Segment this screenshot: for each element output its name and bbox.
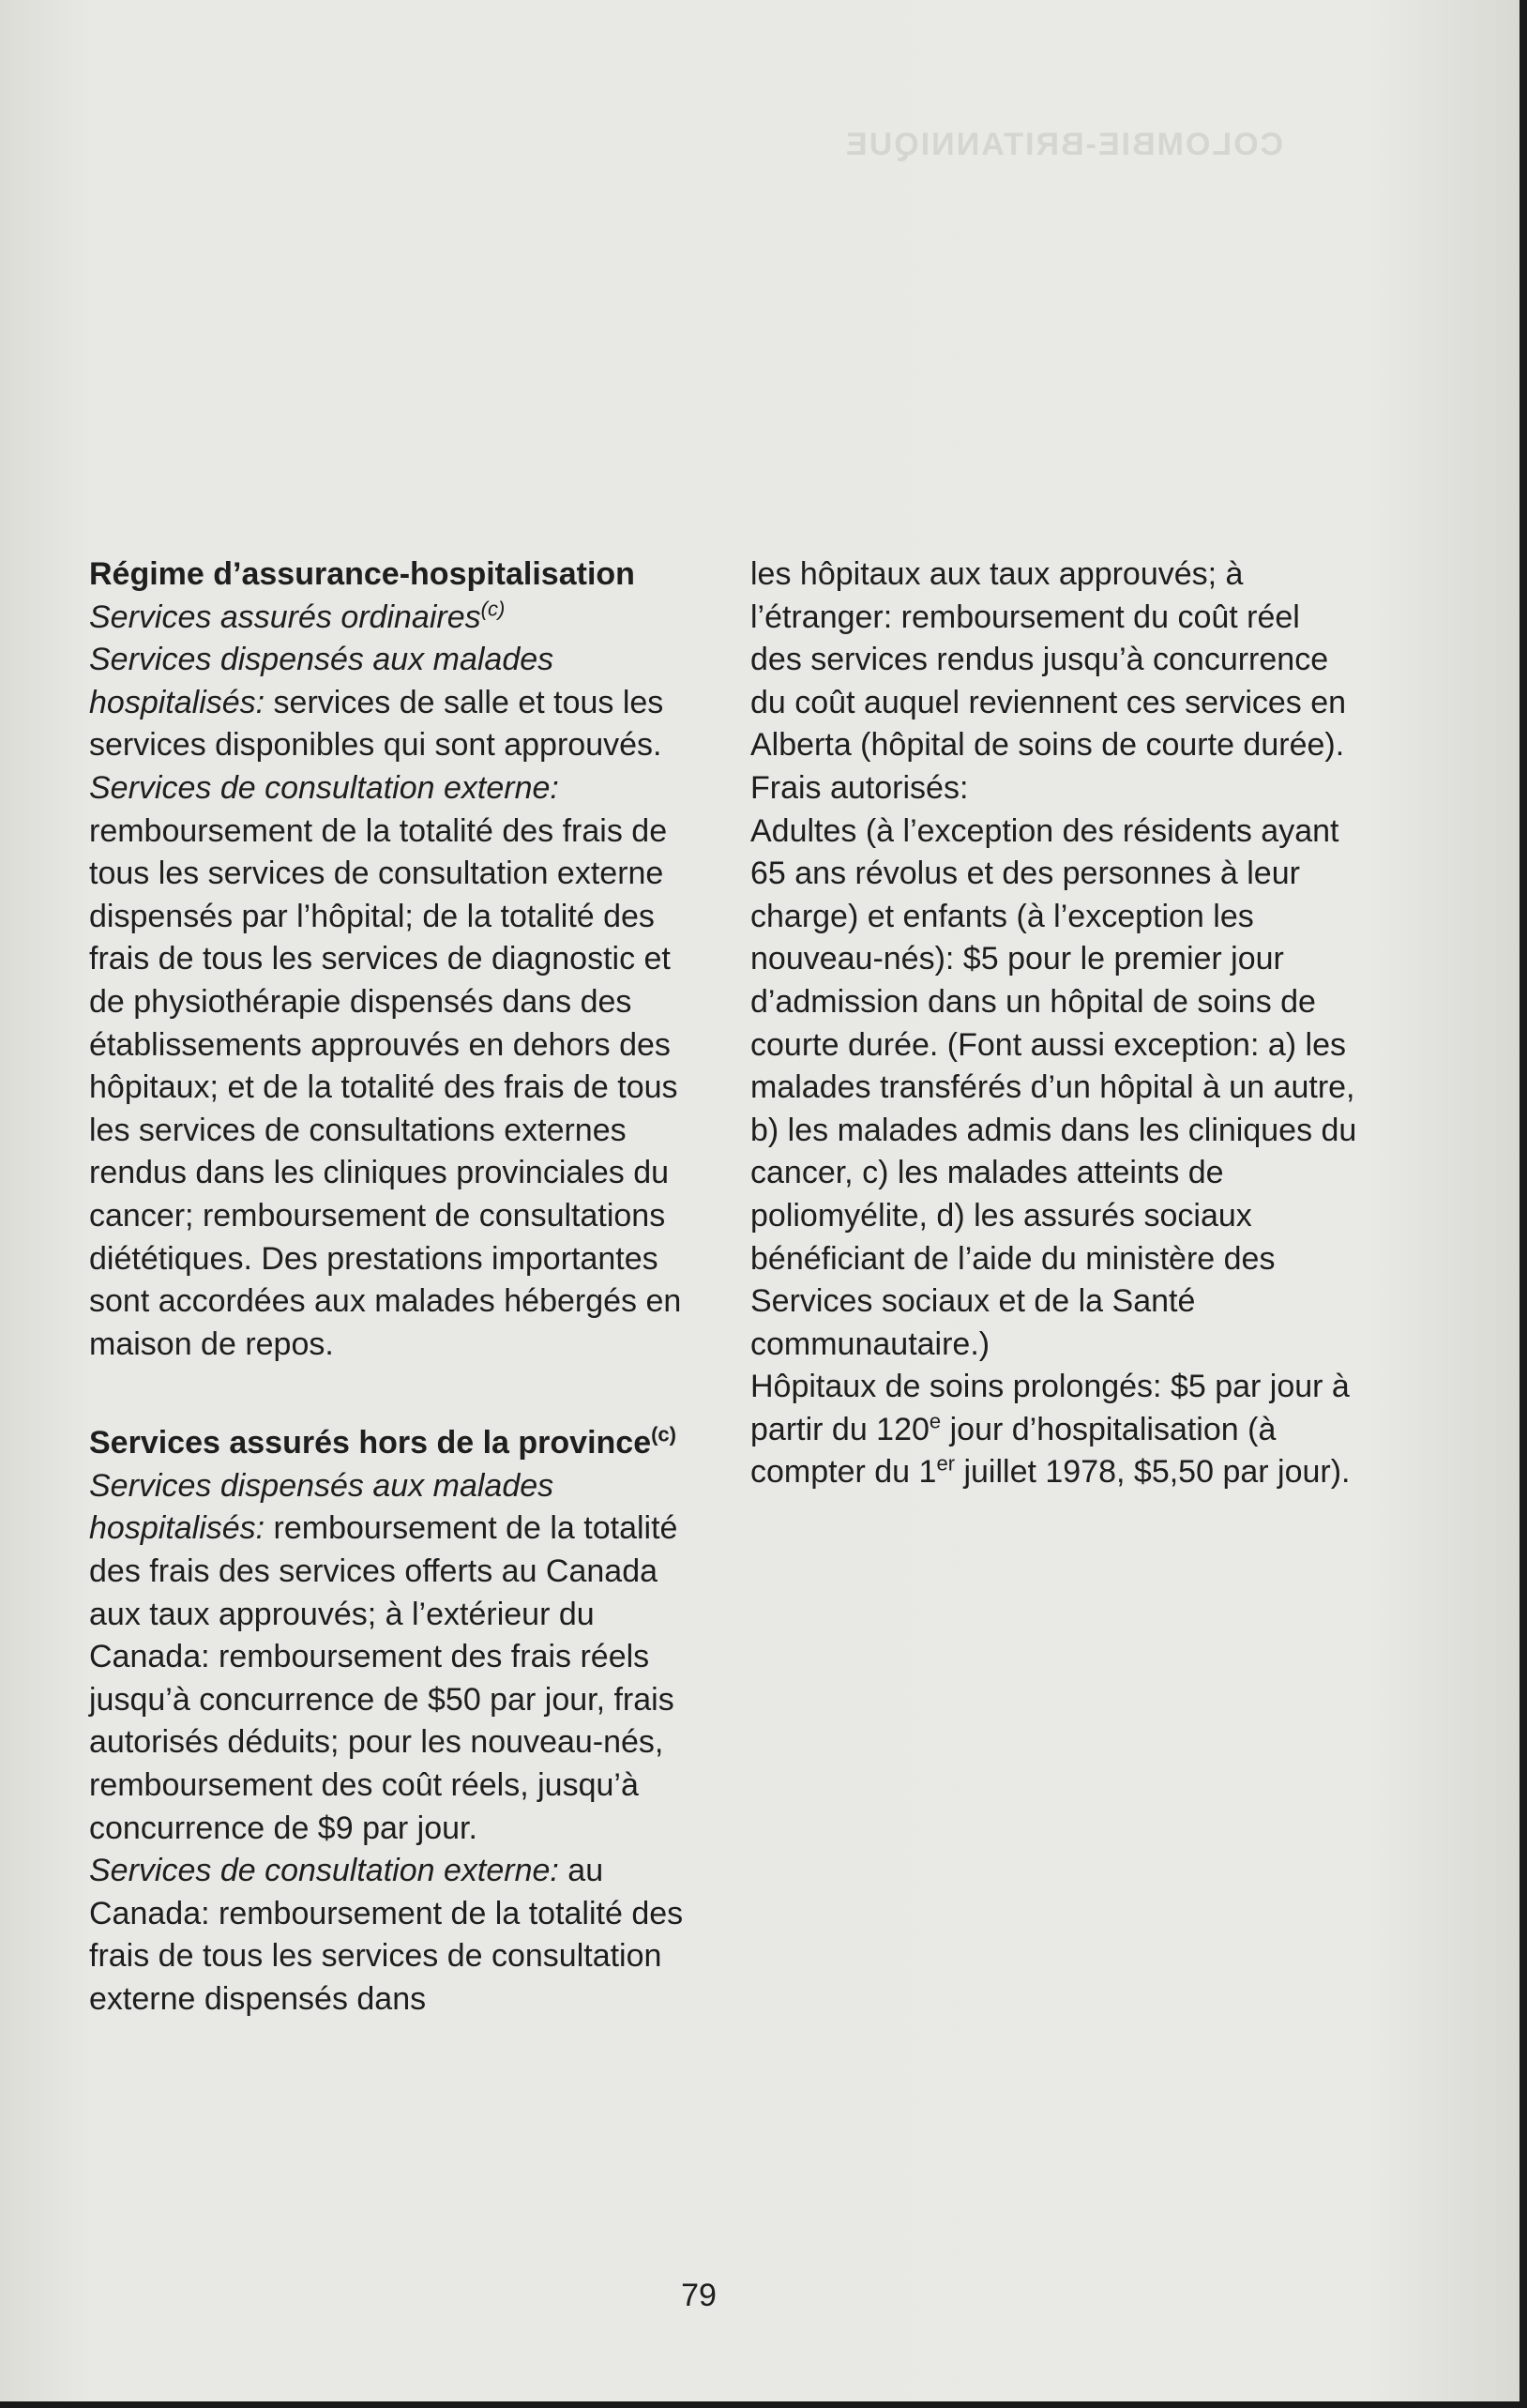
paragraph-label: Services dispensés aux malades hospitalisés: <box>89 1467 554 1547</box>
section-heading: Services assurés hors de la province$^{(c)}$ <box>89 1422 676 1461</box>
paragraph-label: Services de consultation externe: <box>89 1853 559 1889</box>
left-column <box>89 553 713 2022</box>
paragraph: Adultes (à l’exception des résidents ayant 65 ans révolus et des personnes à leur charge) et enfants (à l’exception les nouveau-nés): $5 pour le premier jour d’admission dans un hôpital de soins de courte durée. (Font aussi exception: a) les malades transférés d’un hôpital à un autre, b) les malades admis dans les cliniques du cancer, c) les malades atteints de poliomyélite, d) les assurés sociaux bénéficiant de l’aide du ministère des Services sociaux et de la Santé communautaire.) <box>750 812 1357 1362</box>
footnote-ref: (c) <box>651 1422 676 1446</box>
section-heading: Régime d’assurance-hospitalisation <box>89 556 635 592</box>
paragraph: les hôpitaux aux taux approuvés; à l’étranger: remboursement du coût réel des services rendus jusqu’à concurrence du coût auquel reviennent ces services en Alberta (hôpital de soins de courte durée). <box>750 556 1347 764</box>
page-number: 79 <box>681 2278 717 2313</box>
paragraph: Services de consultation externe: au Canada: remboursement de la totalité des frais de tous les services de consultation externe dispensés dans <box>89 1853 684 2017</box>
footnote-ref: (c) <box>480 597 506 621</box>
paragraph: Services dispensés aux malades hospitalisés: remboursement de la totalité des frais des services offerts au Canada aux taux approuvés; à l’extérieur du Canada: remboursement des frais réels jusqu’à concurrence de $50 par jour, frais autorisés déduits; pour les nouveau-nés, remboursement des coût réels, jusqu’à concurrence de $9 par jour. <box>89 1467 678 1846</box>
bleed-through-header: COLOMBIE-BRITANNIQUE <box>844 127 1284 162</box>
paragraph: Services de consultation externe: remboursement de la totalité des frais de tous les services de consultation externe dispensés par l’hôpital; de la totalité des frais de tous les services de diagnostic et de physiothérapie dispensés dans des établissements approuvés en dehors des hôpitaux; et de la totalité des frais de tous les services de consultations externes rendus dans les cliniques provinciales du cancer; remboursement de consultations diététiques. Des prestations importantes sont accordées aux malades hébergés en maison de repos. <box>89 769 682 1362</box>
paragraph: Hôpitaux de soins prolongés: $5 par jour à partir du 120e jour d’hospitalisation (à compter du 1er juillet 1978, $5,50 par jour). <box>750 1369 1351 1491</box>
right-column <box>750 553 1360 1494</box>
paragraph: Frais autorisés: <box>750 769 969 806</box>
subsection-heading: Services assurés ordinaires$^{(c)}$ <box>89 597 506 635</box>
paragraph: Services dispensés aux malades hospitalisés: services de salle et tous les services disponibles qui sont approuvés. <box>89 642 664 764</box>
paragraph-label: Services de consultation externe: <box>89 769 559 806</box>
paragraph-label: Services dispensés aux malades hospitalisés: <box>89 642 554 720</box>
